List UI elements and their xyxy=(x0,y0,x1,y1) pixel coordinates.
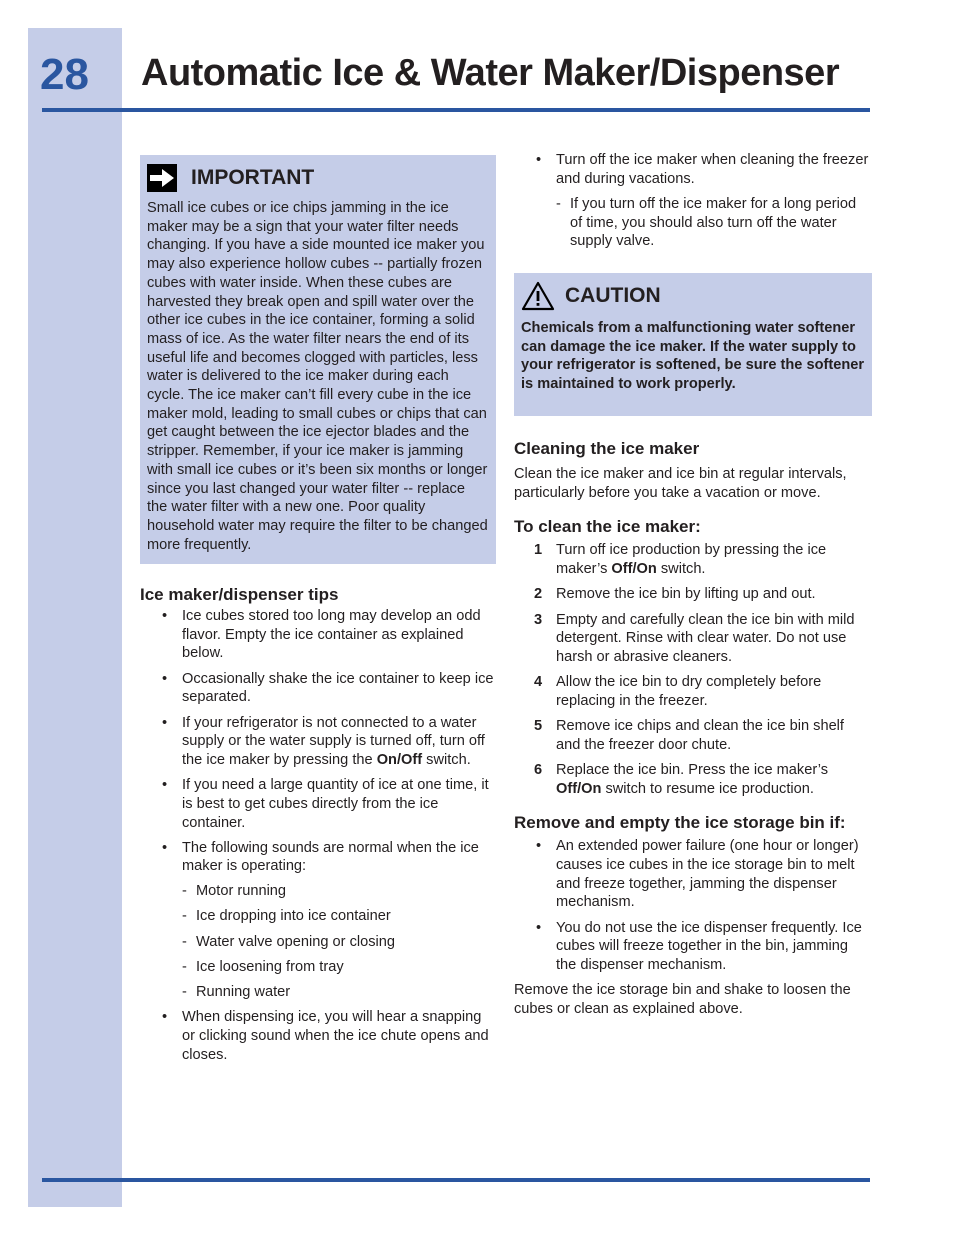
list-item: • When dispensing ice, you will hear a snapping or clicking sound when the ice chute opens and closes. xyxy=(140,1008,496,1064)
sound-item: - Water valve opening or closing xyxy=(182,933,496,952)
page-number: 28 xyxy=(40,50,89,99)
remove-bin-closing: Remove the ice storage bin and shake to loosen the cubes or clean as explained above. xyxy=(514,982,851,1017)
important-text: Small ice cubes or ice chips jamming in the ice maker may be a sign that your water filter needs changing. If you have a side mounted ice maker you may also experience hollow cubes -- partially frozen cubes with water inside. When these cubes are harvested they break open and spill water over the other ice cubes in the ice container, forming a solid mass of ice. As the water filter nears the end of its useful life and becomes clogged with particles, less water is delivered to the ice maker during each cycle. The ice maker can’t fill every cube in the ice maker mold, leading to small cubes or chips that can get caught between the ice ejector blades and the stripper. Remember, if your ice maker is jamming with small ice cubes or it’s been six months or longer since you last changed your water filter -- replace the water filter with a new one. Poor quality household water may require the filter to be changed more frequently. xyxy=(147,200,488,553)
step-item: 3 Empty and carefully clean the ice bin with mild detergent. Rinse with clear water. Do not use harsh or abrasive cleaners. xyxy=(534,611,855,665)
sounds-list xyxy=(182,882,496,1002)
remove-bin-list xyxy=(514,837,872,974)
caution-box xyxy=(514,273,872,416)
warning-triangle-icon xyxy=(521,281,555,311)
list-item: • Ice cubes stored too long may develop an odd flavor. Empty the ice container as explained below. xyxy=(140,607,496,663)
step-item: 2 Remove the ice bin by lifting up and out. xyxy=(534,586,816,603)
list-item: • If you need a large quantity of ice at one time, it is best to get cubes directly from the ice container. xyxy=(140,776,496,832)
list-item: • Occasionally shake the ice container to keep ice separated. xyxy=(140,670,496,707)
footer-rule xyxy=(42,1178,870,1182)
caution-header xyxy=(521,277,865,315)
steps-list xyxy=(514,541,872,798)
tips-list xyxy=(140,607,496,1064)
important-label: IMPORTANT xyxy=(191,165,315,189)
left-column xyxy=(140,155,496,1071)
remove-bin-heading: Remove and empty the ice storage bin if: xyxy=(514,813,846,833)
step-item: 1 Turn off ice production by pressing the ice maker’s Off/On switch. xyxy=(534,542,827,578)
list-item: • Turn off the ice maker when cleaning the freezer and during vacations. xyxy=(514,151,872,188)
list-item: • You do not use the ice dispenser frequently. Ice cubes will freeze together in the bin, jamming the dispenser mechanism. xyxy=(514,919,872,975)
sound-item: - Running water xyxy=(182,983,496,1002)
list-item: • If your refrigerator is not connected to a water supply or the water supply is turned off, turn off the ice maker by pressing the On/Off switch. xyxy=(140,714,496,770)
sound-item: - Ice dropping into ice container xyxy=(182,907,496,926)
side-band xyxy=(28,28,122,1207)
sound-item: - Motor running xyxy=(182,882,496,901)
vacation-list xyxy=(514,151,872,188)
to-clean-heading: To clean the ice maker: xyxy=(514,517,701,537)
to-clean-section xyxy=(514,516,872,798)
step-item: 6 Replace the ice bin. Press the ice maker’s Off/On switch to resume ice production. xyxy=(534,761,829,797)
important-box xyxy=(140,155,496,564)
tips-heading: Ice maker/dispenser tips xyxy=(140,585,339,604)
page-title: Automatic Ice & Water Maker/Dispenser xyxy=(141,52,840,94)
cleaning-heading: Cleaning the ice maker xyxy=(514,439,700,459)
arrow-right-icon xyxy=(147,164,177,192)
cleaning-text: Clean the ice maker and ice bin at regular intervals, particularly before you take a vacation or move. xyxy=(514,466,847,501)
caution-text: Chemicals from a malfunctioning water softener can damage the ice maker. If the water supply to your refrigerator is softened, be sure the softener is maintained to work properly. xyxy=(521,320,865,393)
list-item: • An extended power failure (one hour or longer) causes ice cubes in the ice storage bin to melt and freeze together, jamming the dispenser mechanism. xyxy=(514,837,872,912)
step-item: 4 Allow the ice bin to dry completely before replacing in the freezer. xyxy=(534,674,822,709)
valve-note: - If you turn off the ice maker for a long period of time, you should also turn off the water supply valve. xyxy=(514,195,872,251)
step-item: 5 Remove ice chips and clean the ice bin shelf and the freezer door chute. xyxy=(534,718,844,753)
sound-item: - Ice loosening from tray xyxy=(182,958,496,977)
header-rule xyxy=(42,108,870,112)
cleaning-section xyxy=(514,438,872,502)
right-column xyxy=(514,151,872,1019)
list-item: • The following sounds are normal when the ice maker is operating: - Motor running - Ice dropping into ice container - Water valve opening or closing - Ice loosening from tray - Running water xyxy=(140,839,496,1002)
important-header xyxy=(147,161,489,195)
remove-bin-section xyxy=(514,812,872,1018)
caution-label: CAUTION xyxy=(565,283,661,307)
